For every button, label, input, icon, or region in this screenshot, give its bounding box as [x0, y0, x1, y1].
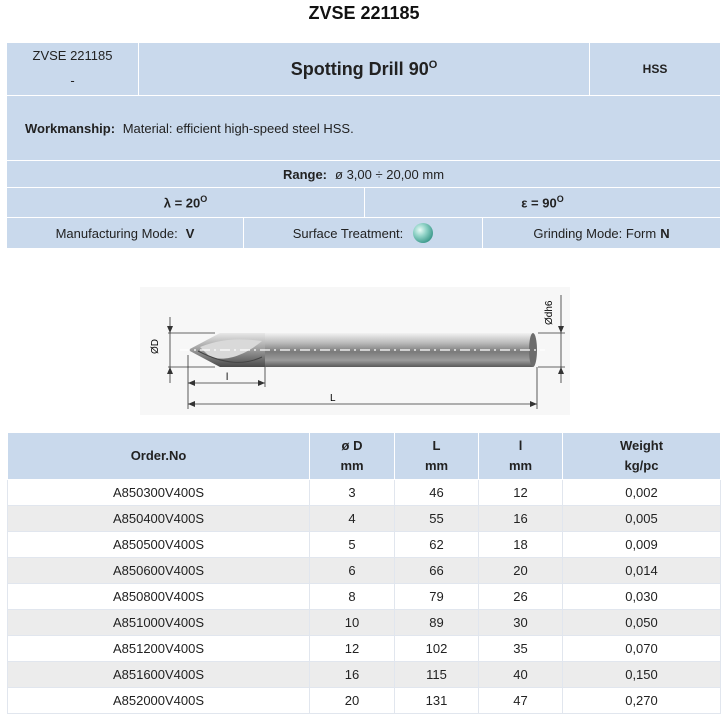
diameter-cell: 16 [310, 662, 395, 688]
table-header-row [8, 433, 721, 480]
order-no-cell[interactable]: A852000V400S [8, 688, 310, 714]
header-order-no: Order.No [8, 433, 310, 480]
flute-length-cell: 40 [479, 662, 563, 688]
order-no-cell[interactable]: A851600V400S [8, 662, 310, 688]
length-cell: 79 [395, 584, 479, 610]
grinding-mode-label: Grinding Mode: Form [533, 225, 657, 241]
page-title: ZVSE 221185 [308, 3, 420, 23]
diameter-cell: 20 [310, 688, 395, 714]
flute-length-cell: 16 [479, 506, 563, 532]
technical-drawing [140, 287, 570, 415]
l-label: l [226, 372, 229, 383]
weight-cell: 0,030 [563, 584, 721, 610]
flute-length-cell: 26 [479, 584, 563, 610]
weight-cell: 0,050 [563, 610, 721, 636]
order-no-cell[interactable]: A850500V400S [8, 532, 310, 558]
header-diameter: ø D mm [310, 433, 395, 480]
order-table [7, 432, 721, 714]
flute-length-cell: 47 [479, 688, 563, 714]
diameter-cell: 12 [310, 636, 395, 662]
order-no-cell[interactable]: A850300V400S [8, 480, 310, 506]
table-row [8, 610, 721, 636]
degree-symbol: O [428, 58, 438, 71]
table-body [8, 480, 721, 714]
epsilon-cell [364, 188, 720, 217]
length-cell: 46 [395, 480, 479, 506]
header-total-length: L mm [395, 433, 479, 480]
weight-cell: 0,270 [563, 688, 721, 714]
length-cell: 66 [395, 558, 479, 584]
diameter-cell: 3 [310, 480, 395, 506]
surface-treatment-label: Surface Treatment: [292, 225, 404, 241]
lambda-cell [7, 188, 364, 217]
diameter-cell: 6 [310, 558, 395, 584]
table-row [8, 506, 721, 532]
length-cell: 131 [395, 688, 479, 714]
table-row [8, 636, 721, 662]
diameter-cell: 4 [310, 506, 395, 532]
weight-cell: 0,014 [563, 558, 721, 584]
weight-cell: 0,002 [563, 480, 721, 506]
diameter-cell: 8 [310, 584, 395, 610]
product-header [7, 43, 720, 248]
grinding-mode-cell [482, 218, 720, 248]
diameter-cell: 5 [310, 532, 395, 558]
big-l-label: L [330, 393, 336, 404]
weight-cell: 0,150 [563, 662, 721, 688]
length-cell: 55 [395, 506, 479, 532]
manufacturing-mode-label: Manufacturing Mode: [55, 225, 178, 241]
manufacturing-mode-cell [7, 218, 243, 248]
workmanship-text-block [25, 121, 354, 136]
drill-shank [250, 333, 533, 367]
epsilon-angle: $\varepsilon = 90^O$ [521, 194, 564, 211]
header-flute-length: l mm [479, 433, 563, 480]
material-short: HSS [642, 62, 668, 76]
product-code-cell [7, 43, 138, 95]
header-row-modes [7, 217, 720, 248]
product-code: ZVSE 221185 [32, 48, 113, 63]
lambda-angle: $\lambda = 20^O$ [163, 194, 208, 211]
order-no-cell[interactable]: A850400V400S [8, 506, 310, 532]
length-cell: 62 [395, 532, 479, 558]
material-short-cell [589, 43, 720, 95]
table-row [8, 558, 721, 584]
product-code-sub: - [70, 73, 75, 88]
dh6-label: Ødh6 [544, 300, 555, 325]
header-weight: Weight kg/pc [563, 433, 721, 480]
surface-treatment-cell [243, 218, 482, 248]
drill-drawing-svg [140, 287, 570, 415]
order-no-cell[interactable]: A850600V400S [8, 558, 310, 584]
weight-cell: 0,009 [563, 532, 721, 558]
grinding-mode-value: N [660, 225, 670, 241]
d-label: ØD [150, 339, 161, 354]
weight-cell: 0,005 [563, 506, 721, 532]
flute-length-cell: 30 [479, 610, 563, 636]
length-cell: 89 [395, 610, 479, 636]
flute-length-cell: 35 [479, 636, 563, 662]
table-row [8, 662, 721, 688]
order-no-cell[interactable]: A850800V400S [8, 584, 310, 610]
table-row [8, 480, 721, 506]
length-cell: 102 [395, 636, 479, 662]
header-row-workmanship [7, 95, 720, 160]
table-row [8, 584, 721, 610]
workmanship-value: Material: efficient high-speed steel HSS. [122, 121, 354, 136]
manufacturing-mode-value: V [185, 225, 195, 241]
order-no-cell[interactable]: A851200V400S [8, 636, 310, 662]
range-label: Range: [282, 166, 328, 182]
header-row-range [7, 160, 720, 187]
length-cell: 115 [395, 662, 479, 688]
order-no-cell[interactable]: A851000V400S [8, 610, 310, 636]
flute-length-cell: 18 [479, 532, 563, 558]
teal-sphere-icon [413, 223, 433, 243]
flute-length-cell: 20 [479, 558, 563, 584]
range-value: ø 3,00 ÷ 20,00 mm [335, 166, 445, 182]
product-name: Spotting Drill $90^O$ [290, 58, 438, 79]
diameter-cell: 10 [310, 610, 395, 636]
flute-length-cell: 12 [479, 480, 563, 506]
workmanship-label: Workmanship: [25, 121, 116, 136]
header-row-angles [7, 187, 720, 217]
table-row [8, 688, 721, 714]
weight-cell: 0,070 [563, 636, 721, 662]
table-row [8, 532, 721, 558]
header-row-title [7, 43, 720, 95]
product-name-cell [138, 43, 589, 95]
